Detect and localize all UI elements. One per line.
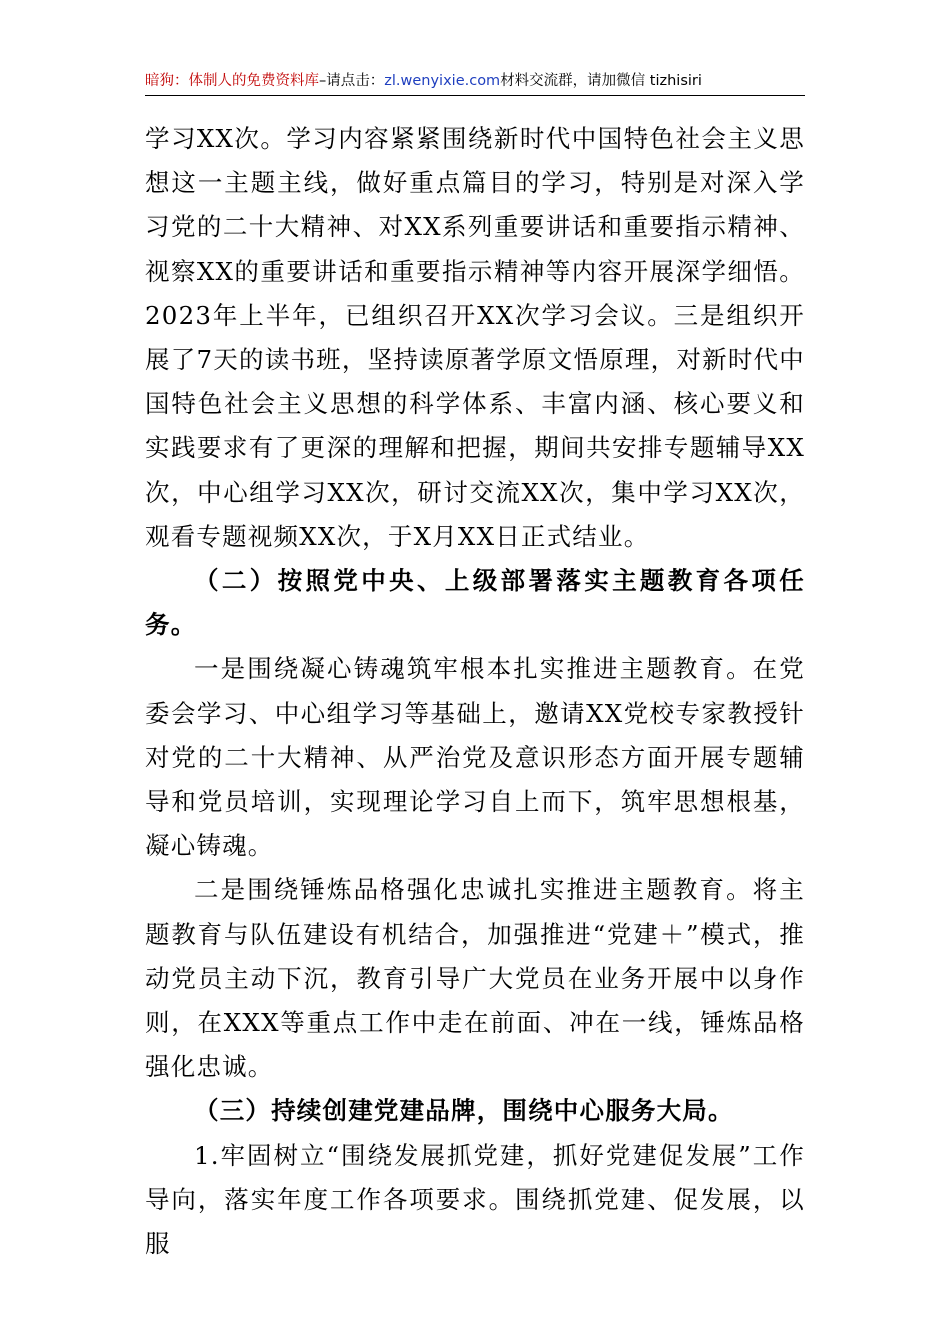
paragraph-study-summary: 学习XX次。学习内容紧紧围绕新时代中国特色社会主义思想这一主题主线，做好重点篇目的学习，特别是对深入学习党的二十大精神、对XX系列重要讲话和重要指示精神、视察XX的重要讲话和重要指示精神等内容开展深学细悟。2023年上半年，已组织召开XX次学习会议。三是组织开展了7天的读书班，坚持读原著学原文悟原理，对新时代中国特色社会主义思想的科学体系、丰富内涵、核心要义和实践要求有了更深的理解和把握，期间共安排专题辅导XX次，中心组学习XX次，研讨交流XX次，集中学习XX次，观看专题视频XX次，于X月XX日正式结业。 <box>145 124 805 551</box>
header-prompt: –请点击： <box>319 73 385 89</box>
header-brand: 暗狗：体制人的免费资料库 <box>145 73 319 89</box>
paragraph-item-1: 1.牢固树立“围绕发展抓党建，抓好党建促发展”工作导向，落实年度工作各项要求。围绕抓党建、促发展，以服 <box>145 1140 805 1259</box>
page-header <box>145 66 805 96</box>
document-body <box>145 117 805 1266</box>
section-heading-3: （三）持续创建党建品牌，围绕中心服务大局。 <box>194 1096 734 1126</box>
header-contact: 材料交流群，请加微信 tizhisiri <box>500 73 702 89</box>
header-divider <box>145 95 805 96</box>
section-heading-2: （二）按照党中央、上级部署落实主题教育各项任务。 <box>145 566 805 640</box>
paragraph-point-two: 二是围绕锤炼品格强化忠诚扎实推进主题教育。将主题教育与队伍建设有机结合，加强推进“党建＋”模式，推动党员主动下沉，教育引导广大党员在业务开展中以身作则，在XXX等重点工作中走在前面、冲在一线，锤炼品格强化忠诚。 <box>145 875 805 1082</box>
header-url-link[interactable]: zl.wenyixie.com <box>384 73 501 89</box>
paragraph-point-one: 一是围绕凝心铸魂筑牢根本扎实推进主题教育。在党委会学习、中心组学习等基础上，邀请XX党校专家教授针对党的二十大精神、从严治党及意识形态方面开展专题辅导和党员培训，实现理论学习自上而下，筑牢思想根基，凝心铸魂。 <box>145 654 805 861</box>
